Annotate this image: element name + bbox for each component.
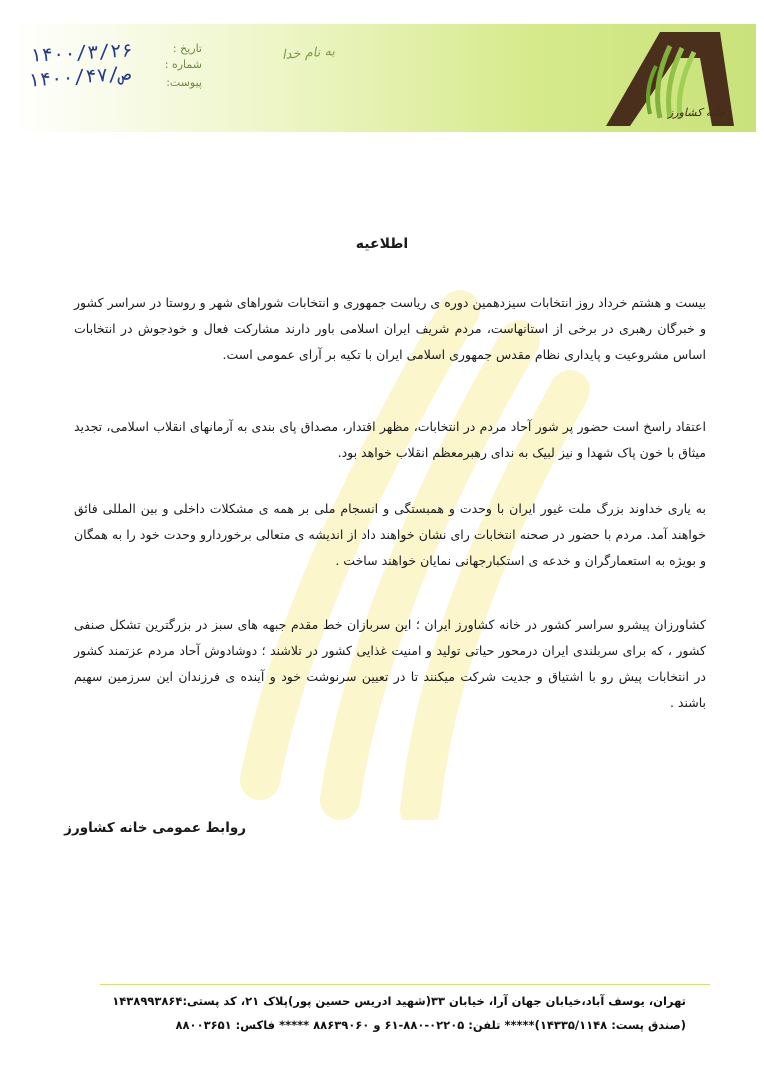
paragraph-3: به یاری خداوند بزرگ ملت غیور ایران با وحدت و همبستگی و انسجام ملی بر همه ی مشکلات داخلی و بین المللی فائق خواهند آمد. مردم با حضور در صحنه انتخابات رای نشان خواهند داد از اندیشه ی متعالی برخوردارو وحدت خود را به همگان و بویژه به استعمارگران و خدعه ی استکبارجهانی نمایان خواهند ساخت . [74,501,706,568]
footer-contact: (صندق پست: ۱۴۳۳۵/۱۱۴۸)***** تلفن: ۰۲۲۰۵-۸۸۰-۶۱ و ۸۸۶۳۹۰۶۰ ***** فاکس: ۸۸۰۰۳۶۵۱ [175,1018,686,1032]
paragraph-2: اعتقاد راسخ است حضور پر شور آحاد مردم در انتخابات، مظهر اقتدار، مصداق پای بندی به آرمانهای انقلاب اسلامی، تجدید میثاق با خون پاک شهدا و نیز لبیک به ندای رهبرمعظم انقلاب خواهد بود. [74,419,706,460]
handwritten-date: ۱۴۰۰/۳/۲۶ [29,39,134,67]
number-label: شماره : [164,58,202,71]
logo-text: خانه کشاورز [668,106,725,119]
paragraph-1: بیست و هشتم خرداد روز انتخابات سیزدهمین دوره ی ریاست جمهوری و انتخابات شوراهای شهر و روستا در سراسر کشور و خبرگان رهبری در برخی از استانهاست، مردم شریف ایران اسلامی باور دارند مشارکت فعال و خودجوش در انتخابات اساس مشروعیت و پایداری نظام مقدس جمهوری اسلامی ایران با تکیه بر آرای عمومی است. [74,295,706,362]
number-row [165,58,202,71]
signature: روابط عمومی خانه کشاورز [64,820,246,836]
attachment-label: پیوست: [166,76,202,89]
paragraph-4: کشاورزان پیشرو سراسر کشور در خانه کشاورز ایران ؛ این سربازان خط مقدم جبهه های سبز در بزرگترین تشکل صنفی کشور ، که برای سربلندی ایران درمحور حیاتی تولید و امنیت غذایی کشور در تلاشند ؛ دوشادوش آحاد مردم عزتمند کشور در انتخابات پیش رو با اشتیاق و جدیت شرکت میکنند تا در تعیین سرنوشت خود و آینده ی فرزندان این سرزمین سهیم باشند . [74,617,706,710]
handwritten-number: ۱۴۰۰/۴۷/ص [27,62,132,92]
stamp-note: به نام خدا [281,44,336,63]
attachment-row [166,76,202,89]
page-title: اطلاعیه [355,236,409,252]
date-label: تاریخ : [172,42,202,55]
date-row [173,42,202,55]
footer-divider [100,984,710,985]
footer-address: تهران، یوسف آباد،خیابان جهان آرا، خیابان ۳۳(شهید ادریس حسین پور)پلاک ۲۱، کد پستی:۱۴۳۸۹۹۳۸۶۴ [112,994,686,1008]
